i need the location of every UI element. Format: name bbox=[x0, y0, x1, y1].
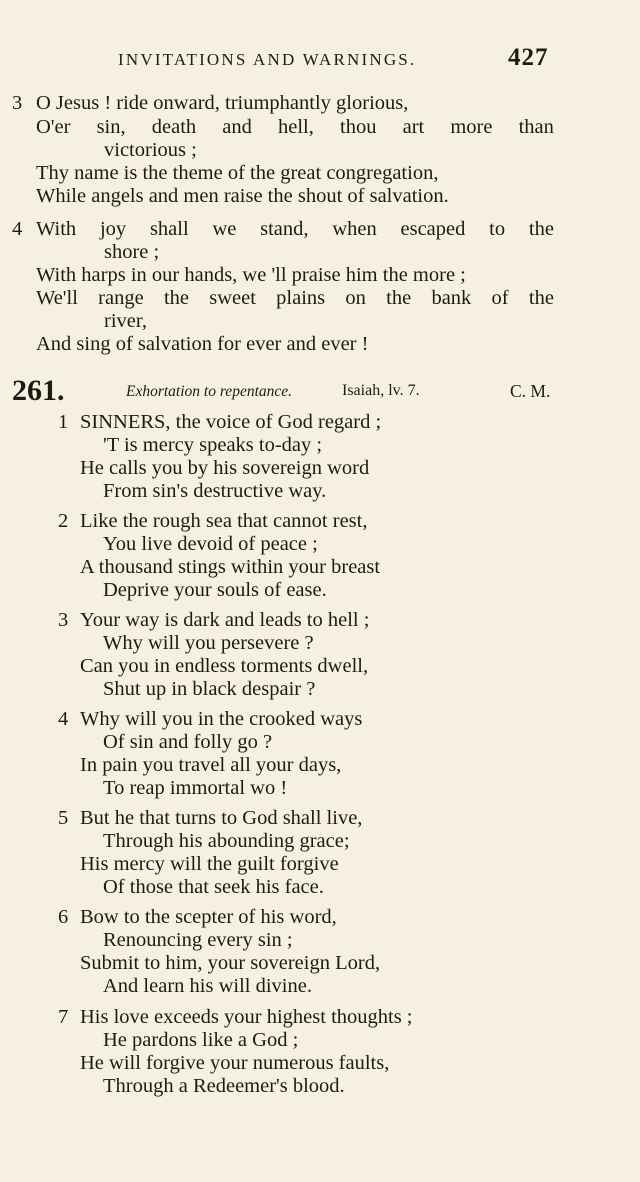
verse-line: Renouncing every sin ; bbox=[103, 929, 293, 951]
hymn-reference: Isaiah, lv. 7. bbox=[342, 382, 420, 399]
verse-word: sweet bbox=[209, 287, 256, 309]
stanza-number: 3 bbox=[58, 609, 69, 631]
verse-line: From sin's destructive way. bbox=[103, 480, 327, 502]
verse-line: O Jesus ! ride onward, triumphantly glorious, bbox=[36, 92, 409, 114]
verse-word: than bbox=[518, 116, 554, 138]
verse-word: thou bbox=[340, 116, 377, 138]
verse-line: A thousand stings within your breast bbox=[80, 556, 381, 578]
verse-line: SINNERS, the voice of God regard ; bbox=[80, 411, 382, 433]
verse-word: death bbox=[151, 116, 197, 138]
verse-line: While angels and men raise the shout of salvation. bbox=[36, 185, 449, 207]
verse-line: river, bbox=[104, 310, 148, 332]
verse-line: Why will you in the crooked ways bbox=[80, 708, 363, 730]
verse-line: Through a Redeemer's blood. bbox=[103, 1075, 345, 1097]
verse-line: His mercy will the guilt forgive bbox=[80, 853, 339, 875]
verse-word: plains bbox=[276, 287, 326, 309]
verse-line: In pain you travel all your days, bbox=[80, 754, 342, 776]
verse-line: Of those that seek his face. bbox=[103, 876, 324, 898]
stanza-number: 5 bbox=[58, 807, 69, 829]
running-head: INVITATIONS AND WARNINGS. bbox=[118, 50, 417, 69]
verse-line bbox=[36, 288, 554, 309]
verse-word: the bbox=[528, 218, 554, 240]
verse-line: Your way is dark and leads to hell ; bbox=[80, 609, 370, 631]
verse-line: With harps in our hands, we 'll praise him the more ; bbox=[36, 264, 466, 286]
verse-line: 'T is mercy speaks to-day ; bbox=[103, 434, 323, 456]
hymn-number: 261. bbox=[12, 374, 65, 407]
verse-line: Of sin and folly go ? bbox=[103, 731, 273, 753]
verse-line: Like the rough sea that cannot rest, bbox=[80, 510, 368, 532]
verse-word: sin, bbox=[96, 116, 126, 138]
verse-line: And sing of salvation for ever and ever ! bbox=[36, 333, 369, 355]
stanza-number: 4 bbox=[58, 708, 69, 730]
verse-line bbox=[36, 117, 554, 138]
verse-word: the bbox=[528, 287, 554, 309]
verse-word: to bbox=[489, 218, 506, 240]
verse-line: Bow to the scepter of his word, bbox=[80, 906, 337, 928]
verse-word: bank bbox=[431, 287, 472, 309]
verse-line: Thy name is the theme of the great congregation, bbox=[36, 162, 439, 184]
verse-word: O'er bbox=[36, 116, 71, 138]
stanza-number: 3 bbox=[12, 92, 23, 114]
verse-word: the bbox=[163, 287, 189, 309]
verse-word: the bbox=[386, 287, 412, 309]
verse-word: when bbox=[332, 218, 377, 240]
verse-line: Shut up in black despair ? bbox=[103, 678, 316, 700]
verse-line bbox=[36, 219, 554, 240]
verse-word: and bbox=[222, 116, 252, 138]
verse-line: shore ; bbox=[104, 241, 160, 263]
verse-line: Submit to him, your sovereign Lord, bbox=[80, 952, 381, 974]
verse-line: He calls you by his sovereign word bbox=[80, 457, 370, 479]
verse-line: Through his abounding grace; bbox=[103, 830, 350, 852]
verse-line: Can you in endless torments dwell, bbox=[80, 655, 369, 677]
page-header bbox=[0, 44, 640, 74]
verse-word: joy bbox=[99, 218, 127, 240]
stanza-number: 2 bbox=[58, 510, 69, 532]
verse-word: We'll bbox=[36, 287, 78, 309]
verse-word: hell, bbox=[278, 116, 314, 138]
hymn-subject: Exhortation to repentance. bbox=[126, 383, 293, 400]
verse-line: His love exceeds your highest thoughts ; bbox=[80, 1006, 413, 1028]
verse-word: of bbox=[491, 287, 509, 309]
stanza-number: 6 bbox=[58, 906, 69, 928]
verse-line: He pardons like a God ; bbox=[103, 1029, 299, 1051]
verse-word: art bbox=[402, 116, 425, 138]
stanza-number: 1 bbox=[58, 411, 69, 433]
verse-word: we bbox=[212, 218, 237, 240]
verse-line: And learn his will divine. bbox=[103, 975, 312, 997]
verse-line: He will forgive your numerous faults, bbox=[80, 1052, 390, 1074]
page-number: 427 bbox=[508, 44, 549, 71]
verse-line: victorious ; bbox=[104, 139, 197, 161]
stanza-number: 4 bbox=[12, 218, 23, 240]
verse-word: escaped bbox=[400, 218, 466, 240]
stanza-number: 7 bbox=[58, 1006, 69, 1028]
verse-word: stand, bbox=[260, 218, 309, 240]
hymn-meter: C. M. bbox=[510, 381, 551, 401]
verse-word: more bbox=[450, 116, 493, 138]
verse-line: Deprive your souls of ease. bbox=[103, 579, 327, 601]
verse-line: But he that turns to God shall live, bbox=[80, 807, 363, 829]
verse-word: range bbox=[98, 287, 144, 309]
verse-line: You live devoid of peace ; bbox=[103, 533, 318, 555]
verse-line: To reap immortal wo ! bbox=[103, 777, 288, 799]
verse-word: With bbox=[36, 218, 77, 240]
verse-word: shall bbox=[149, 218, 189, 240]
verse-line: Why will you persevere ? bbox=[103, 632, 314, 654]
verse-word: on bbox=[345, 287, 366, 309]
